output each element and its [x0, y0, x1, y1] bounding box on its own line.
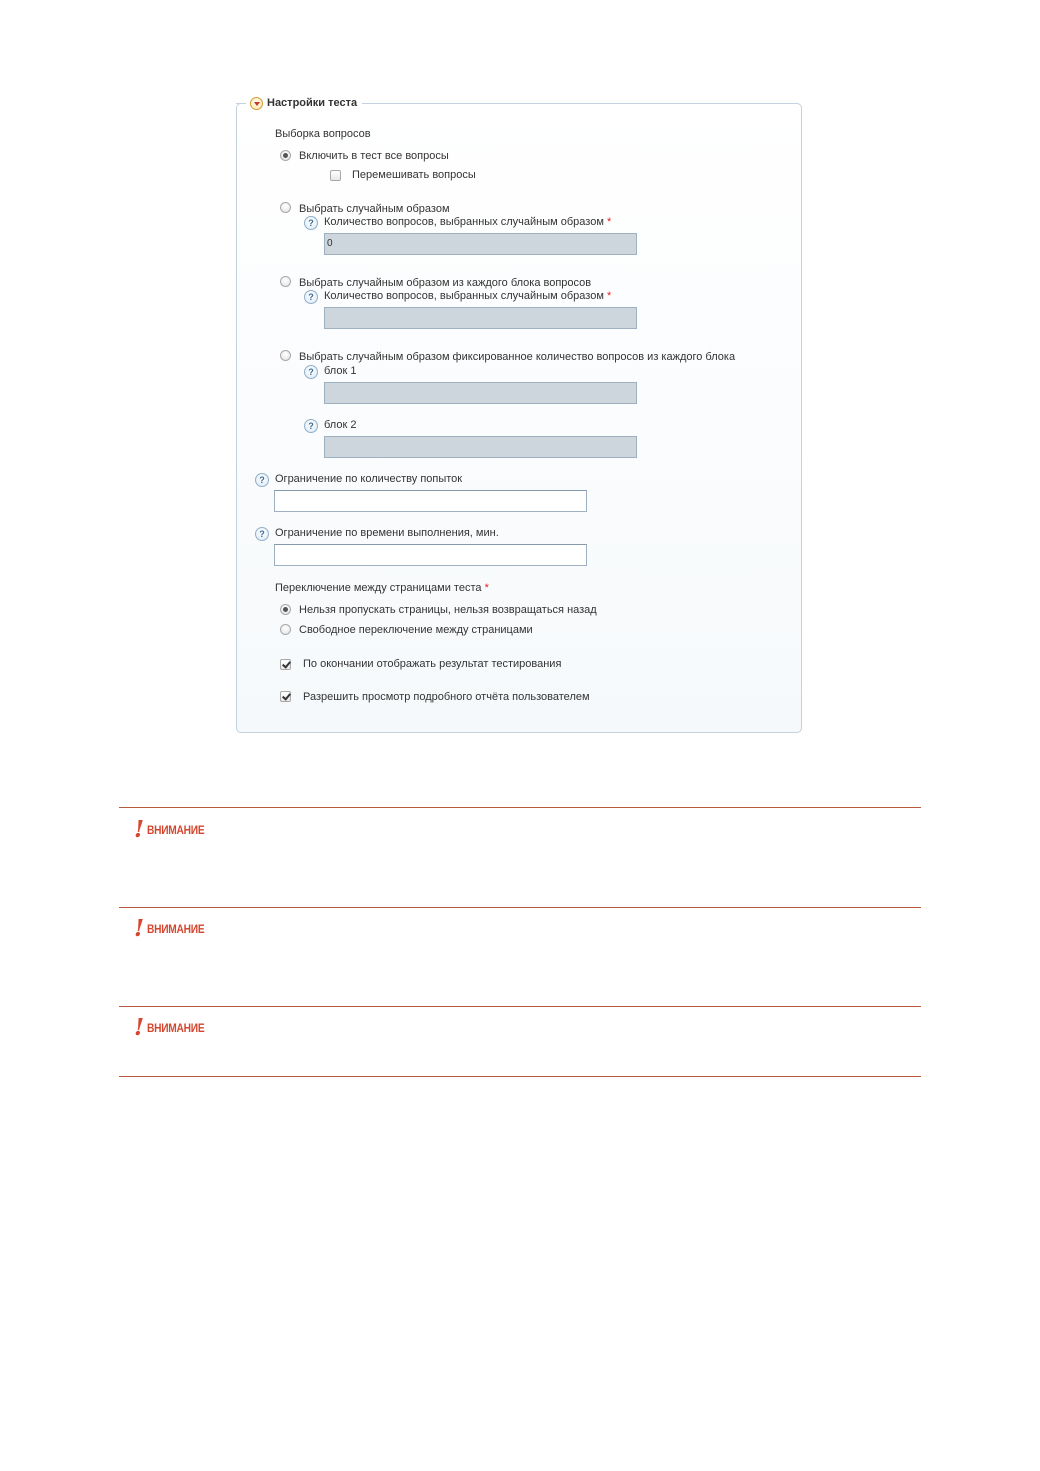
radio-no-skip[interactable] — [280, 604, 291, 615]
random-count-input[interactable]: 0 — [324, 233, 637, 255]
collapse-toggle-icon[interactable] — [250, 97, 263, 110]
shuffle-questions-label: Перемешивать вопросы — [352, 169, 476, 181]
radio-free-switch-label: Свободное переключение между страницами — [299, 624, 533, 636]
radio-random[interactable] — [280, 202, 291, 213]
exclamation-icon: ! — [134, 915, 145, 942]
radio-random-per-block[interactable] — [280, 276, 291, 287]
help-icon[interactable]: ? — [304, 290, 318, 304]
page-switching-label: Переключение между страницами теста * — [275, 582, 489, 594]
panel-title: Настройки теста — [267, 97, 358, 109]
warning-header — [134, 917, 215, 941]
radio-no-skip-label: Нельзя пропускать страницы, нельзя возвращаться назад — [299, 604, 597, 616]
warning-divider — [119, 1006, 921, 1007]
block-2-input[interactable] — [324, 436, 637, 458]
radio-random-per-block-label: Выбрать случайным образом из каждого блока вопросов — [299, 277, 592, 289]
question-selection-label: Выборка вопросов — [275, 128, 371, 140]
exclamation-icon: ! — [134, 1014, 145, 1041]
show-result-checkbox[interactable] — [280, 659, 291, 670]
random-count-label: Количество вопросов, выбранных случайным образом * — [324, 216, 612, 228]
help-icon[interactable]: ? — [304, 419, 318, 433]
block-1-input[interactable] — [324, 382, 637, 404]
block-1-label: блок 1 — [324, 365, 357, 377]
panel-legend[interactable] — [246, 95, 362, 111]
exclamation-icon: ! — [134, 816, 145, 843]
help-icon[interactable]: ? — [255, 473, 269, 487]
block-2-label: блок 2 — [324, 419, 357, 431]
attempts-limit-label: Ограничение по количеству попыток — [275, 473, 463, 485]
attempts-limit-input[interactable] — [274, 490, 587, 512]
block-random-count-label: Количество вопросов, выбранных случайным образом * — [324, 290, 612, 302]
block-random-count-input[interactable] — [324, 307, 637, 329]
radio-all-questions[interactable] — [280, 150, 291, 161]
warning-divider — [119, 907, 921, 908]
test-settings-panel — [236, 103, 802, 733]
warning-label: ВНИМАНИЕ — [147, 1021, 205, 1035]
panel-border-dash — [236, 103, 244, 104]
warning-divider — [119, 1076, 921, 1077]
help-icon[interactable]: ? — [304, 216, 318, 230]
allow-report-checkbox[interactable] — [280, 691, 291, 702]
help-icon[interactable]: ? — [304, 365, 318, 379]
show-result-label: По окончании отображать результат тестирования — [303, 658, 562, 670]
radio-free-switch[interactable] — [280, 624, 291, 635]
radio-random-label: Выбрать случайным образом — [299, 203, 450, 215]
warning-label: ВНИМАНИЕ — [147, 922, 205, 936]
warning-label: ВНИМАНИЕ — [147, 823, 205, 837]
warning-divider — [119, 807, 921, 808]
radio-fixed-per-block[interactable] — [280, 350, 291, 361]
shuffle-questions-checkbox[interactable] — [330, 170, 341, 181]
radio-all-questions-label: Включить в тест все вопросы — [299, 150, 449, 162]
warning-header — [134, 1016, 215, 1040]
time-limit-label: Ограничение по времени выполнения, мин. — [275, 527, 499, 539]
radio-fixed-per-block-label: Выбрать случайным образом фиксированное количество вопросов из каждого блока — [299, 351, 736, 363]
warning-header — [134, 818, 215, 842]
time-limit-input[interactable] — [274, 544, 587, 566]
chevron-down-icon — [254, 102, 260, 106]
allow-report-label: Разрешить просмотр подробного отчёта пользователем — [303, 691, 590, 703]
help-icon[interactable]: ? — [255, 527, 269, 541]
